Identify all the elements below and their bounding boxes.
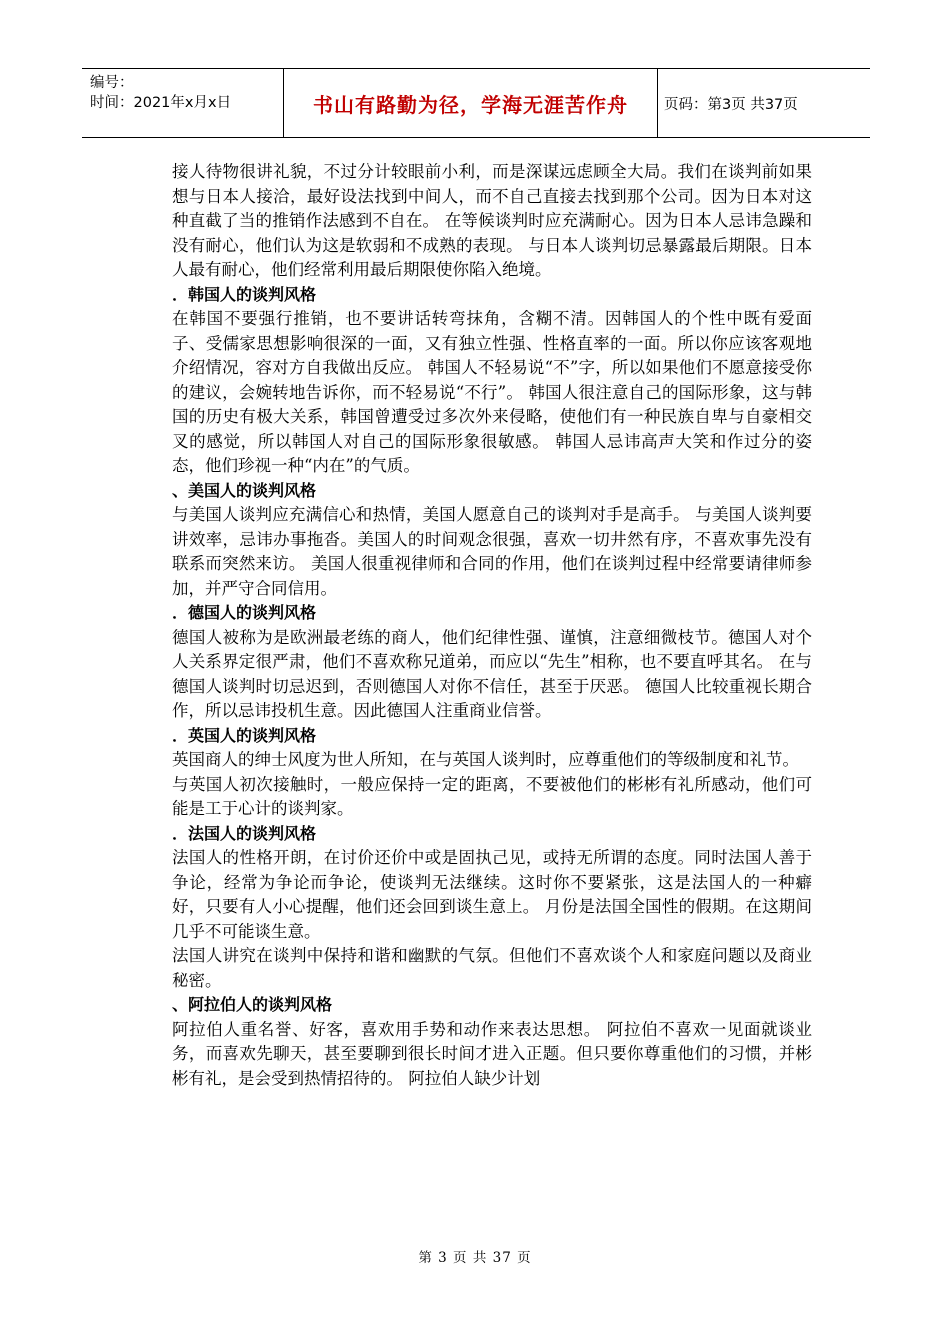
body-paragraph: 与美国人谈判应充满信心和热情，美国人愿意自己的谈判对手是高手。 与美国人谈判要讲效率，忌讳办事拖沓。美国人的时间观念很强，喜欢一切井然有序，不喜欢事先没有联系而突然来访。 美国人很重视律师和合同的作用，他们在谈判过程中经常要请律师参加，并严守合同信用。	[172, 505, 812, 598]
section-heading-usa: 、美国人的谈判风格	[172, 480, 317, 500]
header-meta	[82, 69, 284, 137]
section-heading-uk: ．英国人的谈判风格	[172, 725, 317, 745]
header-motto: 书山有路勤为径，学海无涯苦作舟	[284, 69, 658, 137]
body-paragraph: 法国人的性格开朗，在讨价还价中或是固执己见，或持无所谓的态度。同时法国人善于争论，经常为争论而争论，使谈判无法继续。这时你不要紧张，这是法国人的一种癖好，只要有人小心提醒，他们还会回到谈生意上。 月份是法国全国性的假期。在这期间几乎不可能谈生意。	[172, 848, 812, 941]
section-heading-korea: ．韩国人的谈判风格	[172, 284, 317, 304]
section-heading-france: ．法国人的谈判风格	[172, 823, 317, 843]
header-page-code: 页码：第3页 共37页	[664, 96, 798, 113]
body-paragraph: 与英国人初次接触时，一般应保持一定的距离，不要被他们的彬彬有礼所感动，他们可能是工于心计的谈判家。	[172, 774, 812, 818]
section-heading-germany: ．德国人的谈判风格	[172, 603, 317, 622]
body-paragraph: 阿拉伯人重名誉、好客，喜欢用手势和动作来表达思想。 阿拉伯不喜欢一见面就谈业务，而喜欢先聊天，甚至要聊到很长时间才进入正题。但只要你尊重他们的习惯，并彬彬有礼，是会受到热情招待的。 阿拉伯人缺少计划	[172, 1019, 812, 1088]
document-number-label: 编号：	[90, 75, 134, 91]
section-heading-arab: 、阿拉伯人的谈判风格	[172, 995, 333, 1014]
page-header	[82, 68, 870, 138]
document-body	[172, 160, 812, 1091]
body-paragraph: 在韩国不要强行推销，也不要讲话转弯抹角，含糊不清。因韩国人的个性中既有爱面子、受儒家思想影响很深的一面，又有独立性强、性格直率的一面。所以你应该客观地介绍情况，容对方自我做出反应。 韩国人不轻易说“不”字，所以如果他们不愿意接受你的建议，会婉转地告诉你，而不轻易说“不行”。 韩国人很注意自己的国际形象，这与韩国的历史有极大关系，韩国曾遭受过多次外来侵略，使他们有一种民族自卑与自豪相交叉的感觉，所以韩国人对自己的国际形象很敏感。 韩国人忌讳高声大笑和作过分的姿态，他们珍视一种“内在”的气质。	[172, 309, 812, 475]
page-footer: 第 3 页 共 37 页	[418, 1250, 532, 1266]
body-paragraph: 接人待物很讲礼貌，不过分计较眼前小利，而是深谋远虑顾全大局。我们在谈判前如果想与日本人接洽，最好设法找到中间人，而不自己直接去找到那个公司。因为日本对这种直截了当的推销作法感到不自在。 在等候谈判时应充满耐心。因为日本人忌讳急躁和没有耐心，他们认为这是软弱和不成熟的表现。 与日本人谈判切忌暴露最后期限。日本人最有耐心，他们经常利用最后期限使你陷入绝境。	[172, 162, 812, 279]
body-paragraph: 法国人讲究在谈判中保持和谐和幽默的气氛。但他们不喜欢谈个人和家庭问题以及商业秘密。	[172, 946, 812, 990]
body-paragraph: 德国人被称为是欧洲最老练的商人，他们纪律性强、谨慎，注意细微枝节。德国人对个人关系界定很严肃，他们不喜欢称兄道弟，而应以“先生”相称，也不要直呼其名。 在与德国人谈判时切忌迟到，否则德国人对你不信任，甚至于厌恶。 德国人比较重视长期合作，所以忌讳投机生意。因此德国人注重商业信誉。	[172, 627, 812, 720]
document-time-label: 时间：2021年x月x日	[90, 95, 232, 111]
body-paragraph: 英国商人的绅士风度为世人所知，在与英国人谈判时，应尊重他们的等级制度和礼节。	[172, 750, 799, 769]
